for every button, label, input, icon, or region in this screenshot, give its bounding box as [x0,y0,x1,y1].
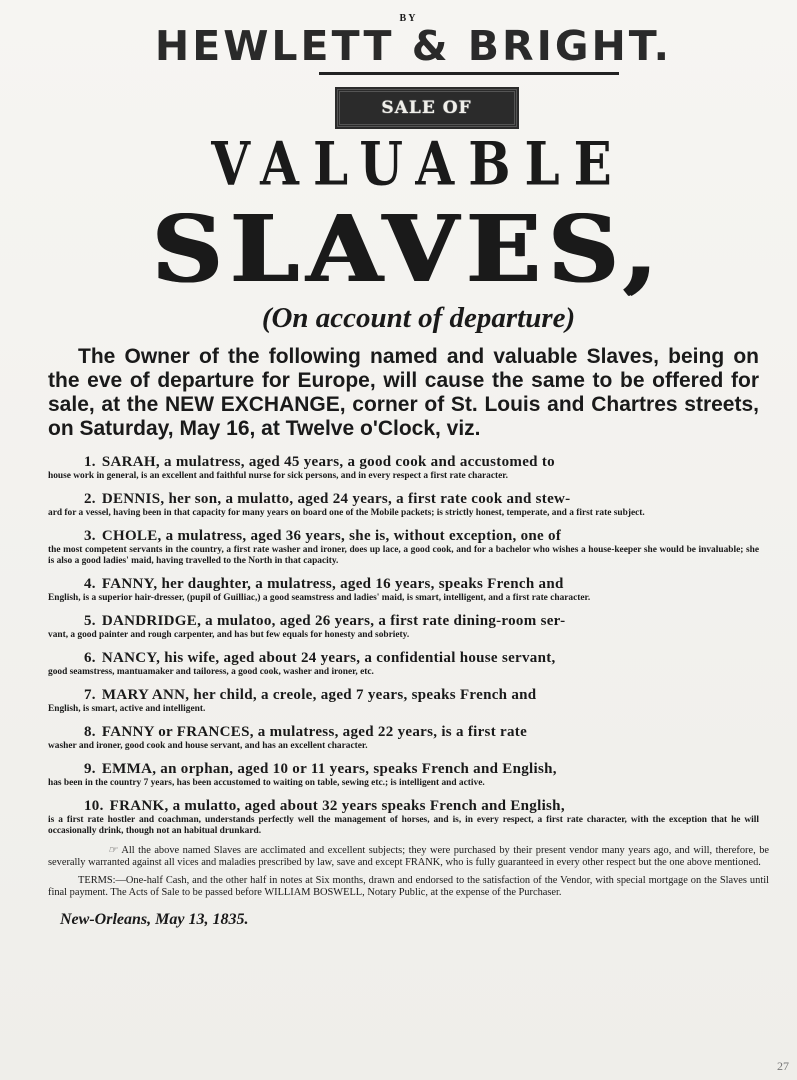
main-heading: SLAVES, [152,195,665,303]
lot-heading [48,760,759,778]
lot-heading-text: NANCY, his wife, aged about 24 years, a confidential house servant, [101,650,556,666]
lot-item [48,575,759,604]
header-rule [319,72,619,75]
lot-description: the most competent servants in the country, a first rate washer and ironer, does up lace, a good cook, and for a bachelor who wishes a house-keeper she would be invaluable; she is also a good ladies' maid, having travelled to the North in that capacity. [48,545,759,566]
lot-item [48,649,759,678]
lot-heading [48,490,759,508]
lot-item [48,612,759,641]
lot-heading-text: FANNY or FRANCES, a mulatress, aged 22 years, is a first rate [101,724,528,740]
sale-of-banner: SALE OF [337,89,517,127]
lot-description: vant, a good painter and rough carpenter, and has but few equals for honesty and sobriety. [48,630,410,640]
lot-description: ard for a vessel, having been in that capacity for many years on board one of the Mobile packets; is strictly honest, temperate, and a first rate subject. [48,508,645,518]
lot-number: 1. [84,454,96,470]
lot-item [48,686,759,715]
warranty-note-text: All the above named Slaves are acclimated and excellent subjects; they were purchased by their present vendor many years ago, and will, therefore, be severally warranted against all vices and maladies prescribed by law, save and except FRANK, who is fully guaranteed in every other respect but the one above mentioned. [48,845,769,868]
lot-item [48,760,759,789]
lot-number: 5. [84,613,96,629]
intro-paragraph: The Owner of the following named and valuable Slaves, being on the eve of departure for Europe, will cause the same to be offered for sale, at the NEW EXCHANGE, corner of St. Louis and Chartres streets, on Saturday, May 16, at Twelve o'Clock, viz. [48,345,759,440]
lot-heading-text: MARY ANN, her child, a creole, aged 7 years, speaks French and [101,687,537,703]
lot-number: 3. [84,528,96,544]
lot-heading [48,575,759,593]
lot-description: English, is smart, active and intelligent. [48,704,206,714]
lot-heading-text: FANNY, her daughter, a mulatress, aged 16 years, speaks French and [101,576,564,592]
subtitle: (On account of departure) [261,302,576,334]
lot-description: English, is a superior hair-dresser, (pupil of Guilliac,) a good seamstress and ladies' maid, is smart, intelligent, and a first rate character. [48,593,591,603]
lot-description: house work in general, is an excellent and faithful nurse for sick persons, and in every respect a first rate character. [48,471,508,481]
lot-number: 10. [84,798,104,814]
lot-heading-text: CHOLE, a mulatress, aged 36 years, she is, without exception, one of [101,528,562,544]
lot-number: 9. [84,761,96,777]
firm-name: HEWLETT & BRIGHT. [154,22,673,70]
lot-number: 6. [84,650,96,666]
lot-item [48,453,759,482]
lot-description: good seamstress, mantuamaker and tailoress, a good cook, washer and ironer, etc. [48,667,374,677]
lot-heading-text: DANDRIDGE, a mulatoo, aged 26 years, a first rate dining-room ser- [101,613,566,629]
lot-heading [48,649,759,667]
lot-heading [48,686,759,704]
lot-description: washer and ironer, good cook and house servant, and has an excellent character. [48,741,368,751]
pointing-hand-icon: ☞ [108,845,118,856]
lot-item [48,797,759,837]
lot-number: 4. [84,576,96,592]
lot-heading [48,797,759,815]
lot-list [48,453,769,837]
lot-item [48,527,759,567]
lot-heading [48,453,759,471]
valuable-heading: VALUABLE [211,128,626,199]
lot-heading [48,723,759,741]
lot-heading [48,612,759,630]
lot-description: has been in the country 7 years, has been accustomed to waiting on table, sewing etc.; is intelligent and active. [48,778,485,788]
lot-heading [48,527,759,545]
page-number: 27 [777,1059,789,1073]
lot-number: 8. [84,724,96,740]
terms-paragraph: TERMS:—One-half Cash, and the other half in notes at Six months, drawn and endorsed to the satisfaction of the Vendor, with special mortgage on the Slaves until final payment. The Acts of Sale to be passed before WILLIAM BOSWELL, Notary Public, at the expense of the Purchaser. [48,875,769,898]
dateline: New-Orleans, May 13, 1835. [60,911,249,928]
lot-description: is a first rate hostler and coachman, understands perfectly well the management of horses, and is, in every respect, a first rate character, with the exception that he will occasionally drink, though not an habitual drunkard. [48,815,759,836]
warranty-note [48,845,769,869]
by-label: BY [399,13,418,24]
lot-heading-text: DENNIS, her son, a mulatto, aged 24 years, a first rate cook and stew- [101,491,571,507]
lot-heading-text: EMMA, an orphan, aged 10 or 11 years, speaks French and English, [101,761,557,777]
lot-heading-text: SARAH, a mulatress, aged 45 years, a good cook and accustomed to [101,454,555,470]
lot-item [48,723,759,752]
lot-item [48,490,759,519]
lot-heading-text: FRANK, a mulatto, aged about 32 years speaks French and English, [109,798,565,814]
lot-number: 7. [84,687,96,703]
lot-number: 2. [84,491,96,507]
